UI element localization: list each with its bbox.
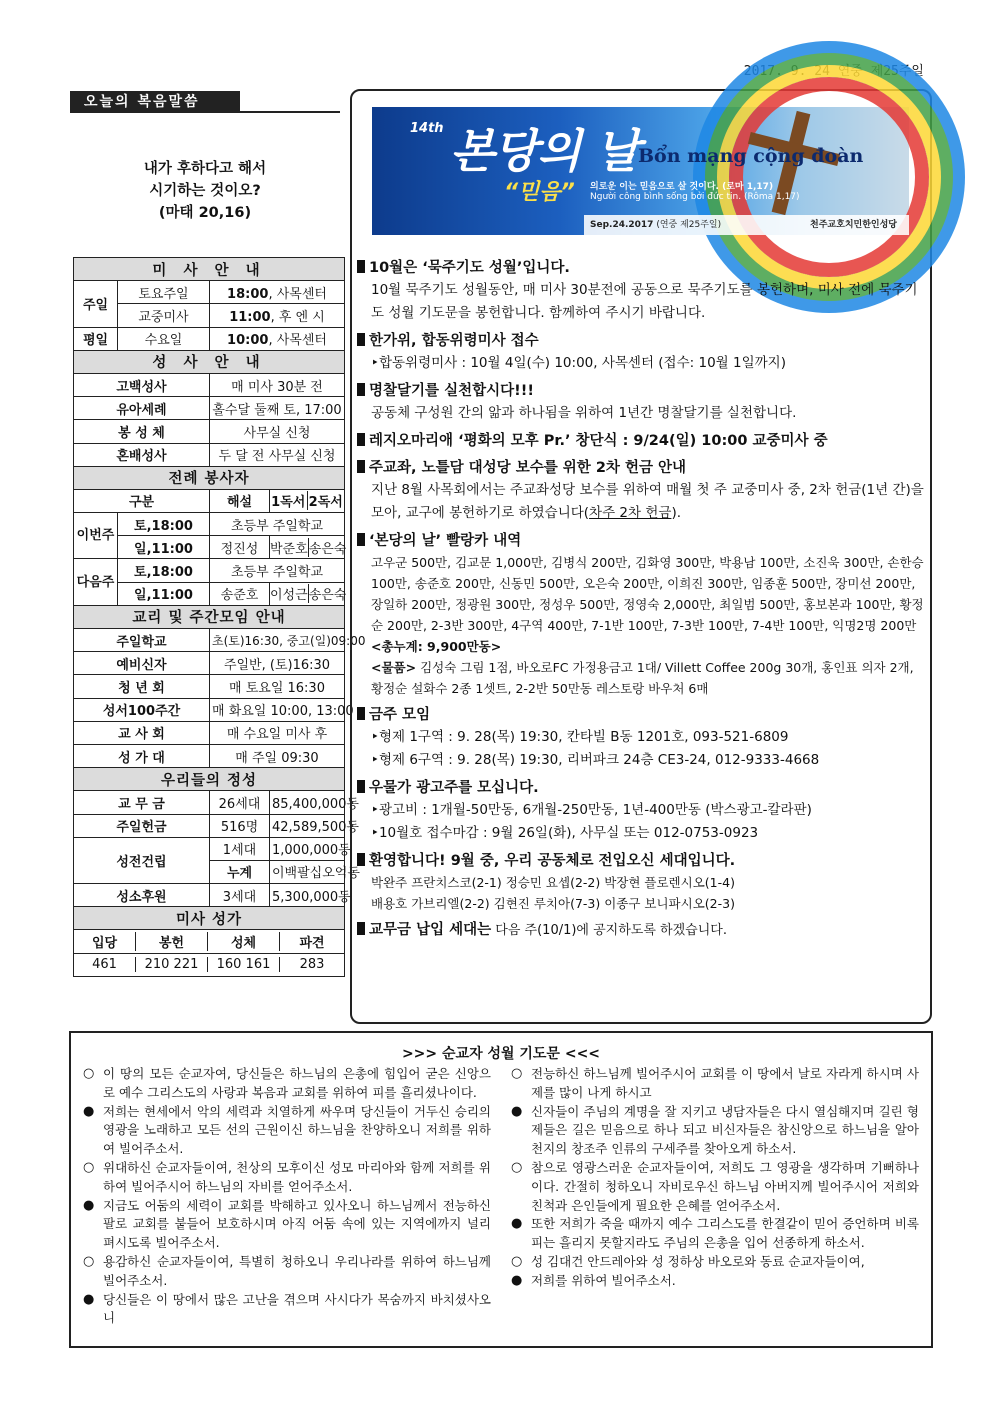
bullet-square-icon: [357, 333, 365, 346]
group-schedule: 매 주일 09:30: [210, 744, 345, 767]
verse-marker-icon: ○: [511, 1159, 523, 1175]
notice-item: [357, 258, 925, 325]
banner-viet-title: Bổn mạng cộng đoàn: [638, 145, 864, 167]
liturgy-header: 1독서 2독서: [270, 489, 345, 512]
prayer-verse: ○ 위대하신 순교자들이여, 천상의 모후이신 성모 마리아와 함께 저희를 위하여 빌어주시어 하느님의 자비를 얻어주소서.: [83, 1159, 491, 1194]
group-name: 청 년 회: [74, 675, 210, 698]
prayer-verse: ● 또한 저희가 죽을 때까지 예수 그리스도를 한결같이 믿어 증언하며 비록 피는 흘리지 못할지라도 주님의 은총을 입어 선종하게 하소서.: [511, 1216, 919, 1251]
sacraments-title: 성 사 안 내: [74, 350, 345, 373]
sacrament-name: 혼배성사: [74, 443, 210, 466]
bullet-square-icon: [357, 433, 365, 446]
offering-total-label: 누계: [210, 860, 270, 883]
notice-item: [357, 458, 925, 525]
liturgy-slot: 일,11:00: [118, 536, 210, 559]
bulletin-date: 2017. 9. 24 연중 제25주일: [743, 64, 924, 79]
sacrament-value: 사무실 신청: [210, 420, 345, 443]
bullet-square-icon: [357, 383, 365, 396]
mass-schedule-title: 미 사 안 내: [74, 258, 345, 281]
prayer-verse: ○ 참으로 영광스러운 순교자들이여, 저희도 그 영광을 생각하며 기뻐하나이다. 간절히 청하오니 자비로우신 하느님 아버지께 빌어주시어 저희와 친척과 은인들에게 필요한 은혜를 얻어주소서.: [511, 1159, 919, 1213]
notice-item: [357, 851, 925, 914]
banner-verse-vi: Người công bình sống bởi đức tin. (Rôma 1,17): [590, 192, 800, 202]
group-name: 성 가 대: [74, 744, 210, 767]
hymn-headers: 입당 봉헌 성체 파견: [74, 930, 345, 953]
sunday-label: 주일: [74, 281, 118, 327]
liturgy-slot: 토,18:00: [118, 513, 210, 536]
notice-item: [357, 705, 925, 772]
sacrament-name: 봉 성 체: [74, 420, 210, 443]
notice-line: ‣형제 1구역 : 9. 28(목) 19:30, 칸타빌 B동 1201호, 093-521-6809: [371, 729, 789, 745]
offering-amount: 42,589,500동: [270, 814, 345, 837]
mass-time: 10:00, 사목센터: [210, 327, 345, 350]
notice-title: 교무금 납입 세대는: [369, 922, 492, 938]
notice-line: ‣합동위령미사 : 10월 4일(수) 10:00, 사목센터 (접수: 10월 1일까지): [371, 355, 786, 371]
donation-list: 고우군 500만, 김교문 1,000만, 김병식 200만, 김화영 300만, 박용남 100만, 소진욱 300만, 손한승 100만, 송준호 200만, 신동민 500만, 오은숙 200만, 이희진 300만, 임종훈 500만, 장미선 200만, 장일하 200만, 정광원 300만, 정성우 500만, 정영숙 2,000만, 최일범 500만, 홍보본과 100만, 황정순 200만, 2-3반 300만, 4구역 400만, 7-1반 100만, 7-3반 100만, 7-4반 100만, 익명2명 200만 <총누계: 9,900만동> <물품> 김성숙 그림 1점, 바오로FC 가정용금고 1대/ Villett Coffee 200g 30개, 홍인표 의자 2개, 황정순 설화수 2종 1셋트, 2-2반 50만동 레스토랑 바우처 6매: [371, 555, 924, 696]
bullet-square-icon: [357, 780, 365, 793]
offering-count: 516명: [210, 814, 270, 837]
parish-day-banner: [372, 107, 909, 235]
verse-marker-icon: ●: [83, 1197, 95, 1213]
notice-line: 배용호 가브리엘(2-2) 김현진 루치아(7-3) 이종구 보니파시오(2-3): [371, 896, 735, 911]
donation-total: <총누계: 9,900만동>: [371, 639, 502, 654]
liturgy-header: 구분: [74, 489, 210, 512]
liturgy-merged: 초등부 주일학교: [210, 513, 345, 536]
liturgy-commentator: 정진성: [210, 536, 270, 559]
verse-marker-icon: ●: [83, 1103, 95, 1119]
prayer-verse: ○ 용감하신 순교자들이여, 특별히 청하오니 우리나라를 위하여 하느님께 빌어주소서.: [83, 1253, 491, 1288]
notice-title-rest: 다음 주(10/1)에 공지하도록 하겠습니다.: [491, 923, 727, 938]
notice-title: 레지오마리애 ‘평화의 모후 Pr.’ 창단식 : 9/24(일) 10:00 교중미사 중: [369, 433, 828, 449]
prayer-column-right: [511, 1065, 919, 1291]
banner-title: 본당의 날: [450, 124, 639, 178]
offerings-title: 우리들의 정성: [74, 768, 345, 791]
notice-title: 주교좌, 노틀담 대성당 보수를 위한 2차 헌금 안내: [369, 460, 687, 476]
group-name: 성서100주간: [74, 698, 210, 721]
offering-count: 3세대: [210, 884, 270, 907]
offering-name: 교 무 금: [74, 791, 210, 814]
prayer-verse: ○ 전능하신 하느님께 빌어주시어 교회를 이 땅에서 날로 자라게 하시며 사제를 많이 나게 하시고: [511, 1066, 919, 1100]
rainbow-graphic: [729, 77, 929, 277]
martyrs-prayer: [69, 1031, 933, 1348]
group-schedule: 매 토요일 16:30: [210, 675, 345, 698]
bullet-square-icon: [357, 853, 365, 866]
gospel-line: 시기하는 것이오?: [149, 183, 261, 199]
verse-marker-icon: ●: [511, 1103, 523, 1119]
gospel-header: [70, 91, 340, 113]
mass-time: 18:00, 사목센터: [210, 281, 345, 304]
verse-marker-icon: ○: [83, 1253, 95, 1269]
mass-day: 수요일: [118, 327, 210, 350]
sacrament-name: 고백성사: [74, 373, 210, 396]
mass-day: 교중미사: [118, 304, 210, 327]
hymn-numbers: 461 210 221 160 161 283: [74, 953, 345, 976]
parish-name: 천주교호치민한인성당: [810, 220, 897, 230]
offering-total: 이백팔십오억동: [270, 860, 345, 883]
prayer-verse: ○ 이 땅의 모든 순교자여, 당신들은 하느님의 은총에 힘입어 굳은 신앙으로 예수 그리스도의 사랑과 복음과 교회를 위하여 피를 흘리셨나이다.: [83, 1066, 491, 1100]
sacrament-value: 두 달 전 사무실 신청: [210, 443, 345, 466]
gospel-verse: [80, 158, 330, 224]
banner-verse-ko: 의로운 이는 믿음으로 살 것이다. (로마 1,17): [590, 182, 774, 192]
bullet-square-icon: [357, 922, 365, 935]
group-schedule: 주일반, (토)16:30: [210, 652, 345, 675]
notice-line: ‣광고비 : 1개월-50만동, 6개월-250만동, 1년-400만동 (박스광고-칼라판): [371, 802, 812, 818]
offering-name: 성전건립: [74, 837, 210, 883]
prayer-title: >>> 순교자 성월 기도문 <<<: [401, 1046, 601, 1062]
notice-body: 10월 묵주기도 성월동안, 매 미사 30분전에 공동으로 묵주기도를 봉헌하며, 미사 전에 묵주기도 성월 기도문을 봉헌합니다. 함께하여 주시기 바랍니다.: [371, 282, 918, 321]
sacrament-value: 홀수달 둘째 토, 17:00: [210, 397, 345, 420]
gospel-reference: (마태 20,16): [158, 205, 252, 221]
group-name: 예비신자: [74, 652, 210, 675]
notice-item: [357, 531, 925, 699]
sacrament-value: 매 미사 30분 전: [210, 373, 345, 396]
notice-item: [357, 778, 925, 845]
prayer-verse: ○ 성 김대건 안드레아와 성 정하상 바오로와 동료 순교자들이여,: [511, 1253, 919, 1272]
gospel-line: 내가 후하다고 해서: [143, 161, 267, 177]
prayer-verse: ● 신자들이 주님의 계명을 잘 지키고 냉담자들은 다시 열심해지며 길린 형제들은 길은 믿음으로 하나 되고 비신자들은 참신앙으로 하느님을 알아 천지의 창조주 인류의 구세주를 찾아오게 하소서.: [511, 1103, 919, 1157]
gospel-tag-label: 오늘의 복음말씀: [70, 91, 240, 113]
liturgy-title: 전례 봉사자: [74, 466, 345, 489]
offering-name: 성소후원: [74, 884, 210, 907]
notice-title: 10월은 ‘묵주기도 성월’입니다.: [369, 260, 570, 276]
bullet-square-icon: [357, 260, 365, 273]
liturgy-header: 해설: [210, 489, 270, 512]
prayer-verse: ● 저희는 현세에서 악의 세력과 치열하게 싸우며 당신들이 거두신 승리의 영광을 노래하고 모든 선의 근원이신 하느님을 찬양하오니 저희를 위하여 빌어주소서.: [83, 1103, 491, 1157]
bullet-square-icon: [357, 707, 365, 720]
verse-marker-icon: ○: [511, 1066, 523, 1081]
notice-title: 한가위, 합동위령미사 접수: [369, 333, 539, 349]
verse-marker-icon: ○: [83, 1159, 95, 1175]
banner-theme: “믿음”: [504, 180, 575, 205]
hymns-title: 미사 성가: [74, 907, 345, 930]
notice-item: [357, 381, 925, 425]
notice-title: 명찰달기를 실천합시다!!!: [369, 383, 534, 399]
group-name: 교 사 회: [74, 721, 210, 744]
notice-list: [357, 258, 925, 947]
notice-title: ‘본당의 날’ 빨랑카 내역: [369, 533, 522, 549]
sacrament-name: 유아세례: [74, 397, 210, 420]
this-week-label: 이번주: [74, 513, 118, 559]
mass-time: 11:00, 후 엔 시: [210, 304, 345, 327]
prayer-verse: ● 지금도 어둠의 세력이 교회를 박해하고 있사오니 하느님께서 전능하신 팔로 교회를 붙들어 보호하시며 아직 어둠 속에 있는 지역에까지 널리 펴시도록 빌어주소서.: [83, 1197, 491, 1251]
notice-item: [357, 431, 925, 452]
verse-marker-icon: ○: [83, 1066, 95, 1081]
next-week-label: 다음주: [74, 559, 118, 605]
notice-item: [357, 920, 925, 941]
notice-line: ‣10월호 접수마감 : 9월 26일(화), 사무실 또는 012-0753-0923: [371, 825, 759, 841]
offering-amount: 85,400,000동: [270, 791, 345, 814]
verse-marker-icon: ●: [83, 1291, 95, 1307]
liturgy-slot: 일,11:00: [118, 582, 210, 605]
liturgy-merged: 초등부 주일학교: [210, 559, 345, 582]
notice-body: 지난 8월 사목회에서는 주교좌성당 보수를 위하여 매월 첫 주 교중미사 중, 2차 헌금(1년 간)을 모아, 교구에 봉헌하기로 하였습니다(차주 2차 헌금).: [371, 482, 924, 521]
liturgy-readers: 이성근 송은숙: [270, 582, 345, 605]
group-schedule: 매 수요일 미사 후: [210, 721, 345, 744]
liturgy-slot: 토,18:00: [118, 559, 210, 582]
parish-info-table: [73, 257, 366, 977]
offering-count: 1세대: [210, 837, 270, 860]
offering-amount: 1,000,000동: [270, 837, 345, 860]
group-schedule: 매 화요일 10:00, 13:00: [210, 698, 345, 721]
banner-edition: 14th: [410, 121, 444, 136]
weekday-label: 평일: [74, 327, 118, 350]
group-name: 주일학교: [74, 629, 210, 652]
offering-count: 26세대: [210, 791, 270, 814]
notice-line: ‣형제 6구역 : 9. 28(목) 19:30, 리버파크 24층 CE3-24, 012-9333-4668: [371, 752, 820, 768]
notice-title: 우물가 광고주를 모십니다.: [369, 780, 539, 796]
offering-amount: 5,300,000동: [270, 884, 345, 907]
prayer-column-left: [83, 1065, 491, 1328]
prayer-verse: ● 저희를 위하여 빌어주소서.: [511, 1272, 919, 1291]
bullet-square-icon: [357, 460, 365, 473]
notice-body: 공동체 구성원 간의 앎과 하나됨을 위하여 1년간 명찰달기를 실천합니다.: [371, 405, 797, 421]
offering-name: 주일헌금: [74, 814, 210, 837]
banner-date-strip: Sep.24.2017 (연중 제25주일) 천주교호치민한인성당: [584, 215, 909, 235]
divider: [70, 111, 340, 113]
liturgy-commentator: 송준호: [210, 582, 270, 605]
prayer-verse: ● 당신들은 이 땅에서 많은 고난을 겪으며 사시다가 목숨까지 바치셨사오니: [83, 1291, 491, 1326]
notice-line: 박완주 프란치스코(2-1) 정승민 요셉(2-2) 박장현 플로렌시오(1-4): [371, 875, 735, 890]
liturgy-readers: 박준호 송은숙: [270, 536, 345, 559]
verse-marker-icon: ●: [511, 1272, 523, 1288]
notice-title: 금주 모임: [369, 707, 431, 723]
mass-day: 토요주일: [118, 281, 210, 304]
education-title: 교리 및 주간모임 안내: [74, 605, 345, 628]
verse-marker-icon: ●: [511, 1216, 523, 1232]
bullet-square-icon: [357, 533, 365, 546]
notice-item: [357, 331, 925, 375]
group-schedule: 초(토)16:30, 중고(일)09:00: [210, 629, 345, 652]
verse-marker-icon: ○: [511, 1253, 523, 1269]
notice-title: 환영합니다! 9월 중, 우리 공동체로 전입오신 세대입니다.: [369, 853, 736, 869]
